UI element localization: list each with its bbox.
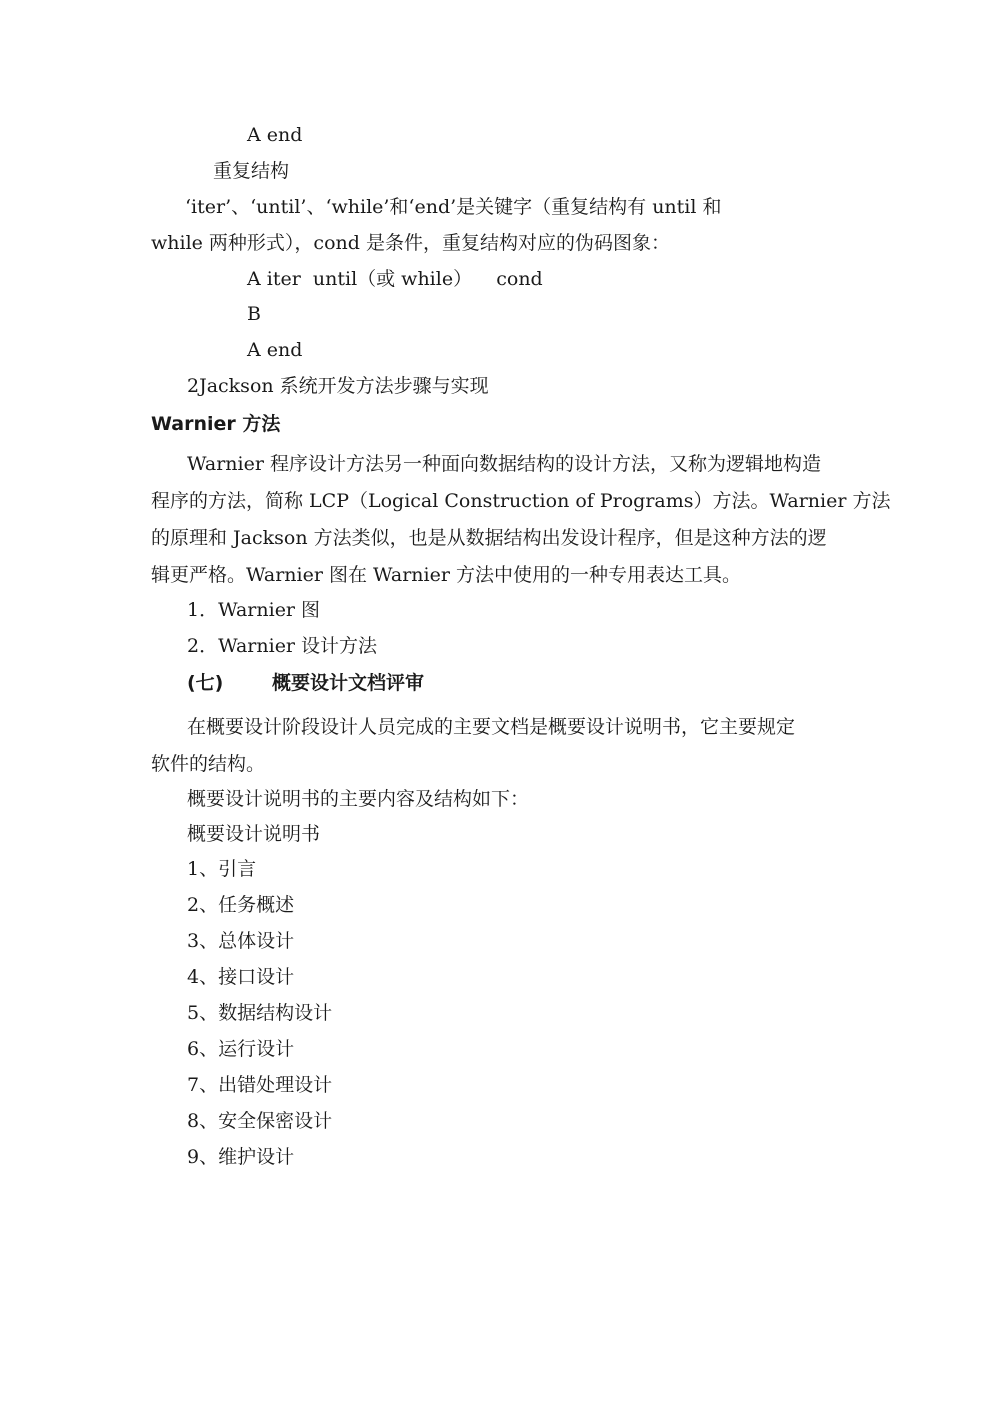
- section-7-heading: [187, 671, 587, 697]
- warnier-heading: Warnier 方法: [151, 413, 281, 435]
- code-b-line: B: [247, 303, 261, 325]
- section-7-para-line-1: 在概要设计阶段设计人员完成的主要文档是概要设计说明书，它主要规定: [187, 716, 796, 738]
- list-item: 2、任务概述: [187, 894, 295, 916]
- list-item: 3、总体设计: [187, 930, 295, 952]
- code-a-end-line: A end: [247, 339, 303, 361]
- jackson-steps-line: 2Jackson 系统开发方法步骤与实现: [187, 375, 489, 397]
- list-item: 6、运行设计: [187, 1038, 295, 1060]
- list-item: 9、维护设计: [187, 1146, 295, 1168]
- list-item: 5、数据结构设计: [187, 1002, 333, 1024]
- warnier-para-line-3: 的原理和 Jackson 方法类似，也是从数据结构出发设计程序，但是这种方法的逻: [151, 527, 827, 549]
- list-item: 4、接口设计: [187, 966, 295, 988]
- warnier-item-1: 1．Warnier 图: [187, 599, 321, 621]
- doc-title-line: 概要设计说明书: [187, 823, 321, 845]
- keywords-line-1: ‘iter’、‘until’、‘while’和‘end’是关键字（重复结构有 until 和: [185, 196, 722, 218]
- section-7-number: (七): [187, 672, 224, 694]
- section-7-title: 概要设计文档评审: [272, 672, 425, 694]
- list-item: 8、安全保密设计: [187, 1110, 333, 1132]
- warnier-para-line-2: 程序的方法，简称 LCP（Logical Construction of Programs）方法。Warnier 方法: [151, 490, 891, 512]
- warnier-para-line-1: Warnier 程序设计方法另一种面向数据结构的设计方法，又称为逻辑地构造: [187, 453, 821, 475]
- keywords-line-2: while 两种形式），cond 是条件，重复结构对应的伪码图象：: [151, 232, 670, 254]
- code-a-end-top: A end: [247, 124, 303, 146]
- warnier-para-line-4: 辑更严格。Warnier 图在 Warnier 方法中使用的一种专用表达工具。: [151, 564, 741, 586]
- list-item: 1、引言: [187, 858, 257, 880]
- repeat-structure-label: 重复结构: [213, 160, 290, 182]
- section-7-intro: 概要设计说明书的主要内容及结构如下：: [187, 788, 530, 810]
- section-7-para-line-2: 软件的结构。: [151, 753, 266, 775]
- code-iter-line: A iter until（或 while） cond: [247, 268, 543, 290]
- warnier-item-2: 2．Warnier 设计方法: [187, 635, 378, 657]
- list-item: 7、出错处理设计: [187, 1074, 333, 1096]
